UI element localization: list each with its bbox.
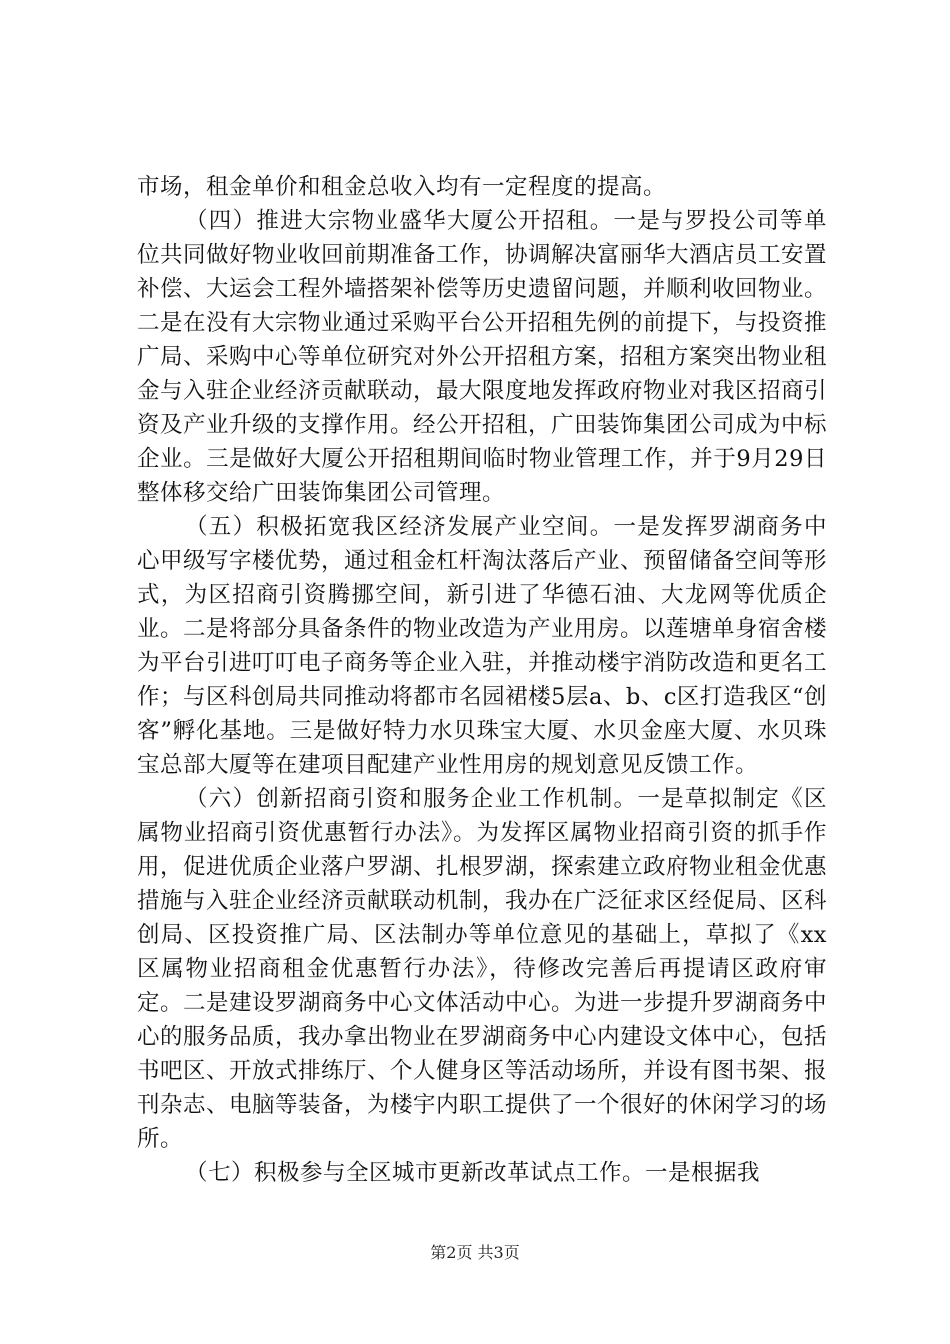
- paragraph-section-6: （六）创新招商引资和服务企业工作机制。一是草拟制定《区属物业招商引资优惠暂行办法》。为发挥区属物业招商引资的抓手作用，促进优质企业落户罗湖、扎根罗湖，探索建立政府物业租金优惠措施与入驻企业经济贡献联动机制，我办在广泛征求区经促局、区科创局、区投资推广局、区法制办等单位意见的基础上，草拟了《xx区属物业招商租金优惠暂行办法》，待修改完善后再提请区政府审定。二是建设罗湖商务中心文体活动中心。为进一步提升罗湖商务中心的服务品质，我办拿出物业在罗湖商务中心内建设文体中心，包括书吧区、开放式排练厅、个人健身区等活动场所，并设有图书架、报刊杂志、电脑等装备，为楼宇内职工提供了一个很好的休闲学习的场所。: [137, 786, 828, 1152]
- paragraph-section-7: （七）积极参与全区城市更新改革试点工作。一是根据我: [185, 1160, 761, 1186]
- paragraph-continuation: 市场，租金单价和租金总收入均有一定程度的提高。: [137, 174, 667, 200]
- document-body: [137, 170, 827, 1190]
- paragraph-section-4: （四）推进大宗物业盛华大厦公开招租。一是与罗投公司等单位共同做好物业收回前期准备工作，协调解决富丽华大酒店员工安置补偿、大运会工程外墙搭架补偿等历史遗留问题，并顺利收回物业。二是在没有大宗物业通过采购平台公开招租先例的前提下，与投资推广局、采购中心等单位研究对外公开招租方案，招租方案突出物业租金与入驻企业经济贡献联动，最大限度地发挥政府物业对我区招商引资及产业升级的支撑作用。经公开招租，广田装饰集团公司成为中标企业。三是做好大厦公开招租期间临时物业管理工作，并于9月29日整体移交给广田装饰集团公司管理。: [137, 208, 828, 506]
- page-footer: 第2页 共3页: [430, 1243, 520, 1262]
- paragraph-section-5: （五）积极拓宽我区经济发展产业空间。一是发挥罗湖商务中心甲级写字楼优势，通过租金杠杆淘汰落后产业、预留储备空间等形式，为区招商引资腾挪空间，新引进了华德石油、大龙网等优质企业。二是将部分具备条件的物业改造为产业用房。以莲塘单身宿舍楼为平台引进叮叮电子商务等企业入驻，并推动楼宇消防改造和更名工作；与区科创局共同推动将都市名园裙楼5层a、b、c区打造我区“创客”孵化基地。三是做好特力水贝珠宝大厦、水贝金座大厦、水贝珠宝总部大厦等在建项目配建产业性用房的规划意见反馈工作。: [137, 514, 828, 778]
